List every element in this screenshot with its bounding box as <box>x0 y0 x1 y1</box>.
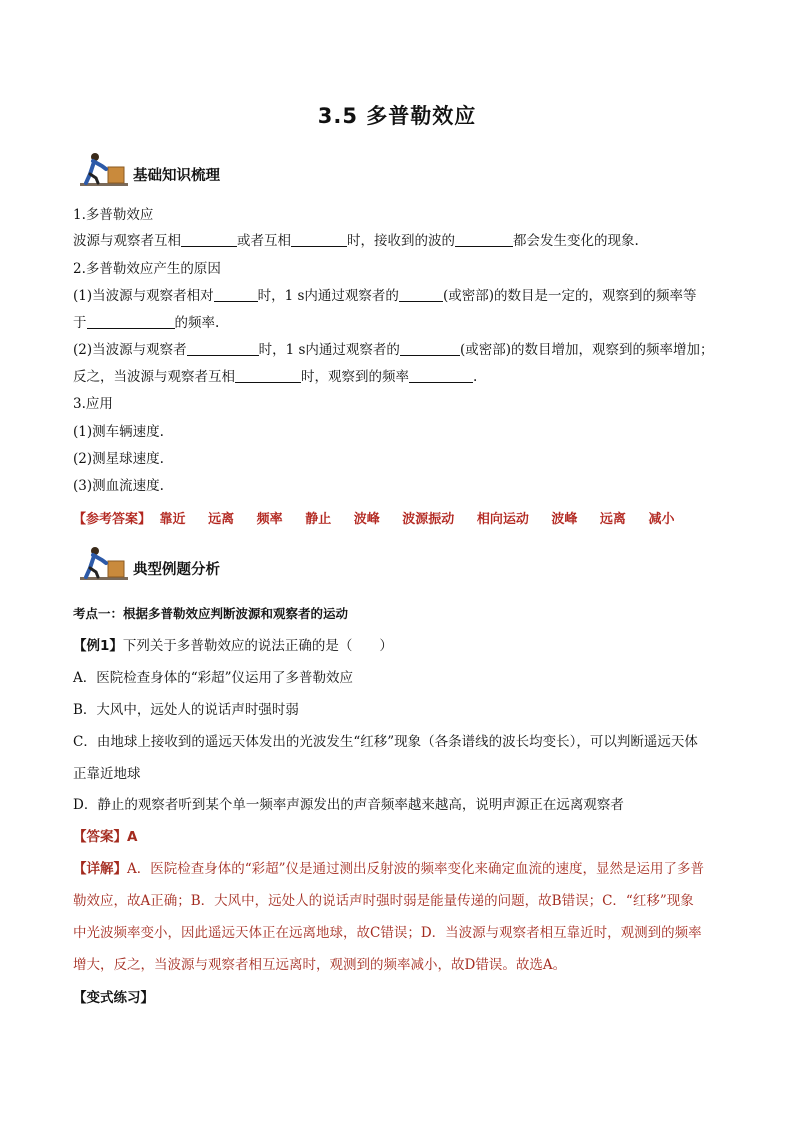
item1-text <box>73 229 639 249</box>
text-segment: (或密部)的数目增加，观察到的频率增加； <box>459 342 714 358</box>
example-tag: 【例1】 <box>73 638 123 654</box>
fill-blank[interactable] <box>187 341 259 356</box>
item2-line3 <box>73 338 713 358</box>
section-title-examples: 典型例题分析 <box>133 562 220 578</box>
fill-blank[interactable] <box>399 287 443 302</box>
item3-title: 3.应用 <box>73 396 113 412</box>
text-segment: 反之，当波源与观察者互相 <box>73 369 235 385</box>
text-segment: 时，接收到的波的 <box>347 233 455 249</box>
item2-title: 2.多普勒效应产生的原因 <box>73 261 221 277</box>
option-d: D．静止的观察者听到某个单一频率声源发出的声音频率越来越高，说明声源正在远离观察者 <box>73 797 624 813</box>
example-question-text: 下列关于多普勒效应的说法正确的是（ ） <box>122 638 393 654</box>
detail-tag: 【详解】 <box>73 861 127 877</box>
option-c-continued: 正靠近地球 <box>73 766 141 782</box>
item3-list-item: (1)测车辆速度. <box>73 424 164 440</box>
answer-item: 远离 <box>208 512 235 527</box>
text-segment: 都会发生变化的现象. <box>513 233 639 249</box>
answer-item: 远离 <box>599 512 626 527</box>
text-segment: 时，1 s内通过观察者的 <box>257 288 399 304</box>
fill-blank[interactable] <box>214 287 258 302</box>
item2-line2 <box>73 311 219 331</box>
answer-item: 减小 <box>648 512 675 527</box>
practice-heading: 【变式练习】 <box>73 990 154 1006</box>
answer-item: 频率 <box>256 512 283 527</box>
answer-item: 相向运动 <box>476 512 529 527</box>
knowledge-point: 考点一：根据多普勒效应判断波源和观察者的运动 <box>73 606 349 621</box>
text-segment: (2)当波源与观察者 <box>73 342 187 358</box>
reference-answers <box>73 508 692 527</box>
option-a: A．医院检查身体的“彩超”仪运用了多普勒效应 <box>73 670 354 686</box>
person-pushing-box-icon <box>80 544 128 586</box>
item2-line4 <box>73 365 477 385</box>
fill-blank[interactable] <box>291 232 347 247</box>
text-segment: 的频率. <box>174 315 220 331</box>
page-title: 3.5 多普勒效应 <box>317 104 477 128</box>
answer-line: 【答案】A <box>73 829 138 845</box>
text-segment: 于 <box>73 315 87 331</box>
detail-line: 中光波频率变小，因此遥远天体正在远离地球，故C错误；D．当波源与观察者相互靠近时，观测到的频率 <box>73 925 702 941</box>
option-c: C．由地球上接收到的遥远天体发出的光波发生“红移”现象（各条谱线的波长均变长），可以判断遥远天体 <box>73 734 698 750</box>
detail-text: A．医院检查身体的“彩超”仪是通过测出反射波的频率变化来确定血流的速度，显然是运用了多普 <box>127 861 705 877</box>
item2-line1 <box>73 284 696 304</box>
answer-item: 波峰 <box>551 512 578 527</box>
text-segment: 时，观察到的频率 <box>301 369 409 385</box>
item3-list-item: (2)测星球速度. <box>73 451 164 467</box>
example-question <box>73 634 393 654</box>
text-segment: 波源与观察者互相 <box>73 233 181 249</box>
fill-blank[interactable] <box>409 368 473 383</box>
answer-item: 波峰 <box>353 512 380 527</box>
fill-blank[interactable] <box>400 341 460 356</box>
fill-blank[interactable] <box>181 232 237 247</box>
answer-item: 靠近 <box>159 512 186 527</box>
text-segment: . <box>473 369 478 385</box>
section-title-basics: 基础知识梳理 <box>133 168 220 184</box>
answer-tag: 【参考答案】 <box>73 512 152 527</box>
fill-blank[interactable] <box>87 314 175 329</box>
text-segment: (或密部)的数目是一定的，观察到的频率等 <box>442 288 697 304</box>
detail-line <box>73 857 704 877</box>
fill-blank[interactable] <box>455 232 513 247</box>
fill-blank[interactable] <box>235 368 301 383</box>
text-segment: 时，1 s内通过观察者的 <box>258 342 400 358</box>
item1-title: 1.多普勒效应 <box>73 207 154 223</box>
detail-line: 勒效应，故A正确；B．大风中，远处人的说话声时强时弱是能量传递的问题，故B错误；C．“红移”现象 <box>73 893 694 909</box>
text-segment: 或者互相 <box>237 233 291 249</box>
answer-item: 波源振动 <box>402 512 455 527</box>
section-header-basics <box>80 150 380 192</box>
answer-item: 静止 <box>305 512 332 527</box>
detail-line: 增大，反之，当波源与观察者相互远离时，观测到的频率减小，故D错误。故选A。 <box>73 957 567 973</box>
text-segment: (1)当波源与观察者相对 <box>73 288 214 304</box>
person-pushing-box-icon <box>80 150 128 192</box>
item3-list-item: (3)测血流速度. <box>73 478 164 494</box>
section-header-examples <box>80 544 380 586</box>
option-b: B．大风中，远处人的说话声时强时弱 <box>73 702 299 718</box>
